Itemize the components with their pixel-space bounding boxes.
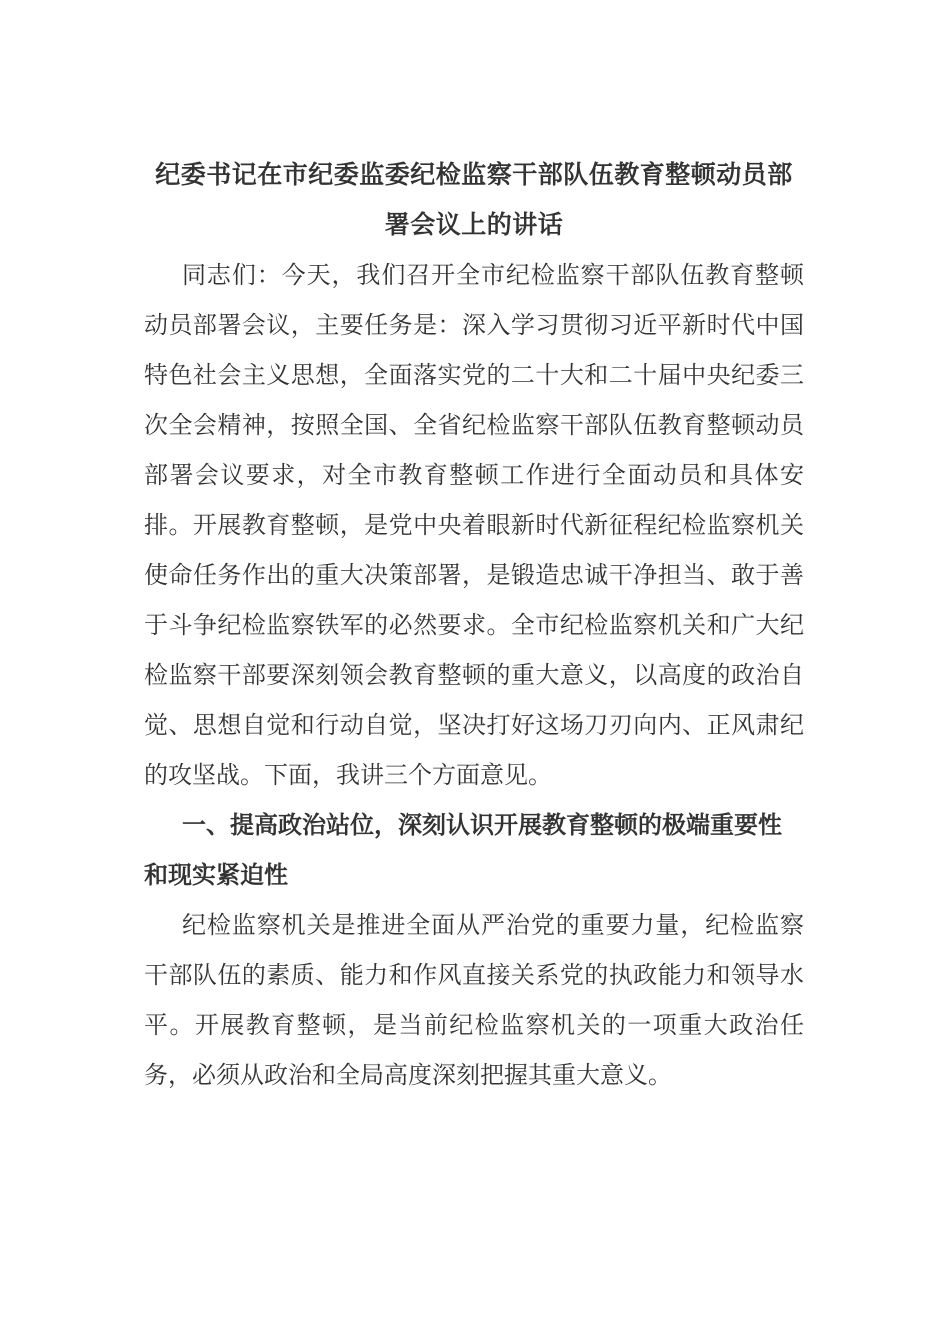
document-title: 纪委书记在市纪委监委纪检监察干部队伍教育整顿动员部署会议上的讲话 [155, 160, 793, 239]
section-heading: 一、提高政治站位，深刻认识开展教育整顿的极端重要性和现实紧迫性 [144, 811, 782, 889]
document-body [144, 150, 804, 1100]
section-paragraph: 纪检监察机关是推进全面从严治党的重要力量，纪检监察干部队伍的素质、能力和作风直接关系党的执政能力和领导水平。开展教育整顿，是当前纪检监察机关的一项重大政治任务，必须从政治和全局高度深刻把握其重大意义。 [144, 911, 804, 1089]
opening-paragraph: 同志们：今天，我们召开全市纪检监察干部队伍教育整顿动员部署会议，主要任务是：深入学习贯彻习近平新时代中国特色社会主义思想，全面落实党的二十大和二十届中央纪委三次全会精神，按照全国、全省纪检监察干部队伍教育整顿动员部署会议要求，对全市教育整顿工作进行全面动员和具体安排。开展教育整顿，是党中央着眼新时代新征程纪检监察机关使命任务作出的重大决策部署，是锻造忠诚干净担当、敢于善于斗争纪检监察铁军的必然要求。全市纪检监察机关和广大纪检监察干部要深刻领会教育整顿的重大意义，以高度的政治自觉、思想自觉和行动自觉，坚决打好这场刀刃向内、正风肃纪的攻坚战。下面，我讲三个方面意见。 [144, 261, 804, 789]
